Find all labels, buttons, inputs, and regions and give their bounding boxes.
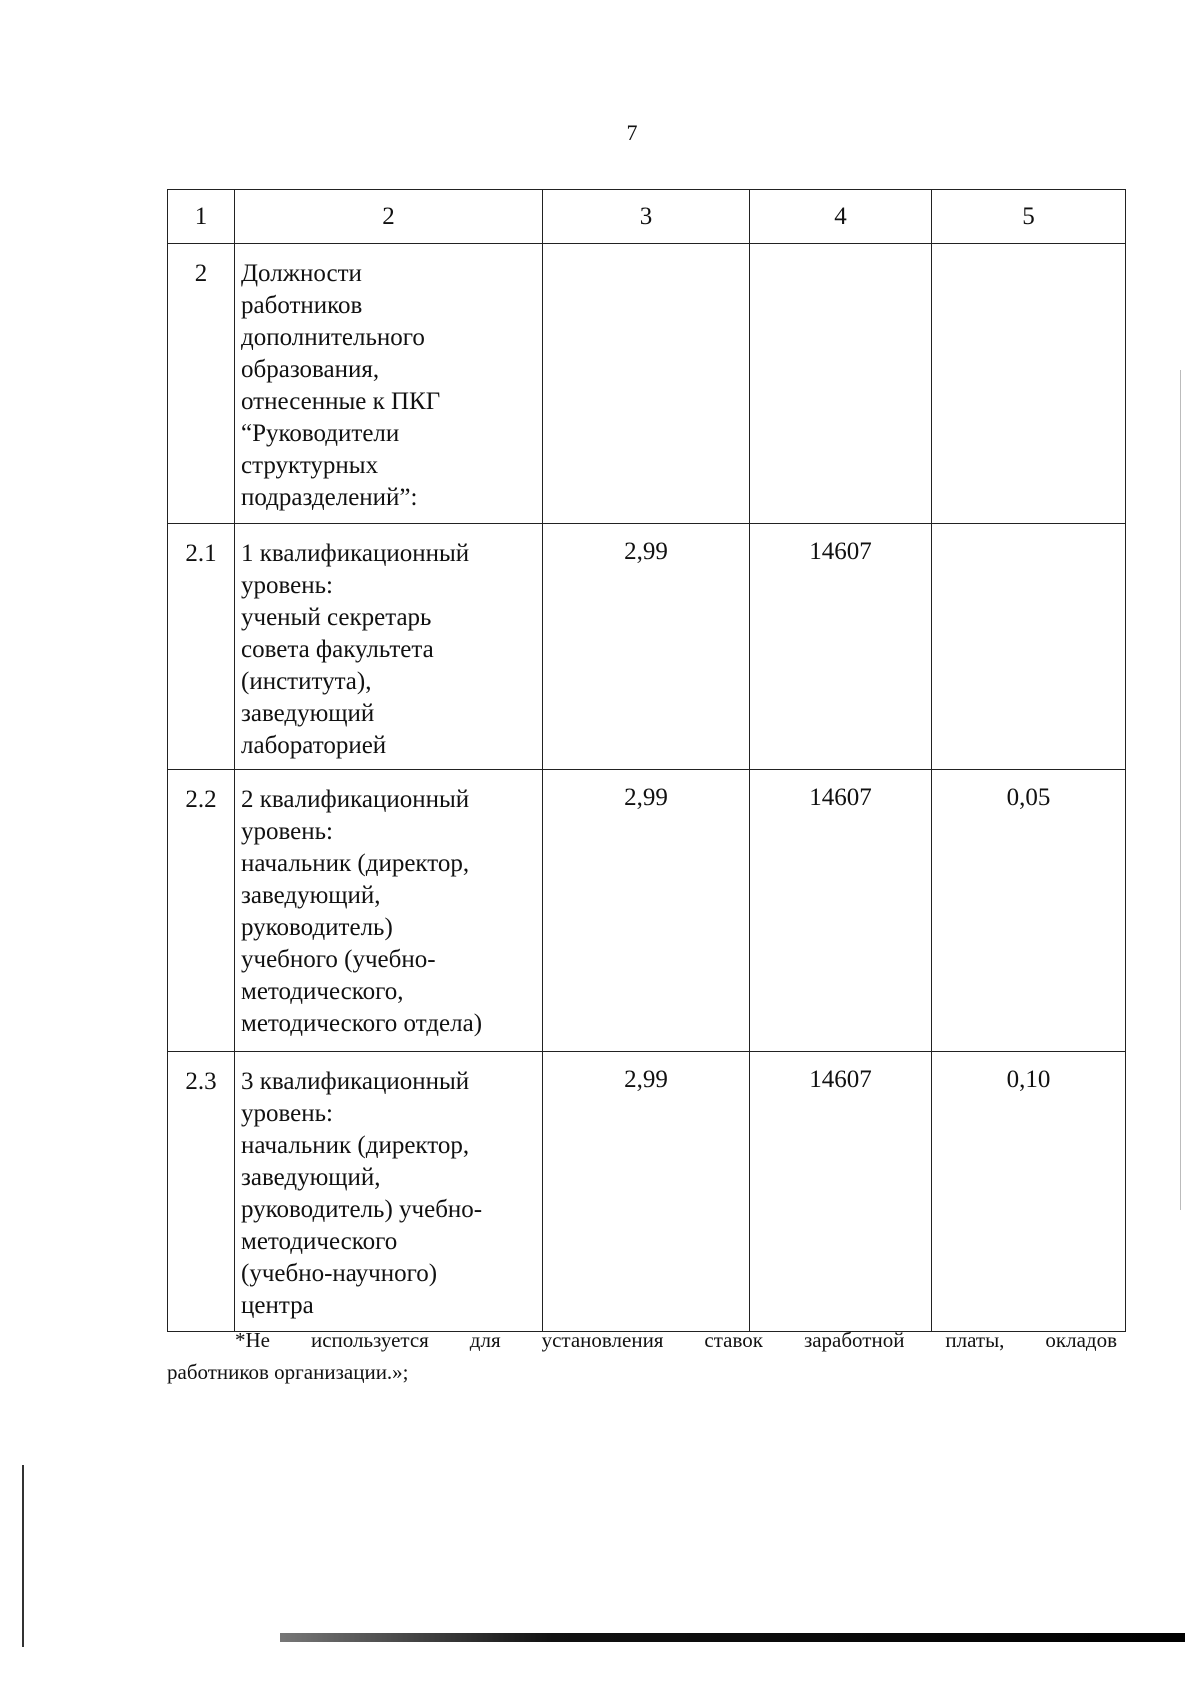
name-line: ученый секретарь [241,604,432,631]
row-number: 2.2 [168,770,235,1052]
header-cell-4: 4 [750,190,932,244]
footnote-word: заработной [803,1328,905,1352]
position-name [235,770,543,1052]
extra-coefficient-cell: 0,05 [932,770,1126,1052]
footnote-line-1 [167,1324,1117,1356]
left-margin-line [22,1465,24,1647]
name-line: 2 квалификационный [241,786,470,813]
name-line: дополнительного [241,324,425,351]
name-line: (учебно-научного) [241,1260,438,1287]
extra-coefficient-cell: 0,10 [932,1052,1126,1332]
row-number: 2.3 [168,1052,235,1332]
position-name [235,1052,543,1332]
coefficient-cell: 2,99 [543,1052,750,1332]
footnote-word: для [469,1328,501,1352]
footnote-word: окладов [1045,1328,1117,1352]
salary-cell: 14607 [750,524,932,770]
footnote-word: платы, [945,1328,1005,1352]
name-line: заведующий, [241,1164,381,1191]
position-name [235,244,543,524]
footnote-word: установления [541,1328,664,1352]
header-cell-2: 2 [235,190,543,244]
name-line: руководитель) [241,914,393,941]
name-line: отнесенные к ПКГ [241,388,441,415]
salary-cell [750,244,932,524]
name-line: начальник (директор, [241,850,470,877]
name-line: начальник (директор, [241,1132,470,1159]
name-line: подразделений”: [241,484,418,511]
name-line: методического отдела) [241,1010,483,1037]
footnote-word: используется [310,1328,429,1352]
name-line: учебного (учебно- [241,946,436,973]
row-number: 2.1 [168,524,235,770]
name-line: образования, [241,356,380,383]
name-line: заведующий [241,700,375,727]
footnote-word: *Не [235,1328,270,1352]
name-line: уровень: [241,572,333,599]
position-name [235,524,543,770]
name-line: (института), [241,668,372,695]
header-cell-1: 1 [168,190,235,244]
footnote-word: ставок [704,1328,763,1352]
salary-table [167,189,1126,1332]
table-row [168,524,1126,770]
name-line: центра [241,1292,314,1319]
name-line: работников [241,292,363,319]
name-line: совета факультета [241,636,434,663]
footnote-line-2: работников организации.»; [167,1360,409,1384]
footnote [167,1324,1117,1388]
header-cell-5: 5 [932,190,1126,244]
bottom-scan-bar [280,1633,1185,1642]
name-line: методического, [241,978,404,1005]
salary-cell: 14607 [750,1052,932,1332]
name-line: структурных [241,452,379,479]
name-line: “Руководители [241,420,400,447]
extra-coefficient-cell [932,244,1126,524]
row-number: 2 [168,244,235,524]
name-line: методического [241,1228,398,1255]
coefficient-cell: 2,99 [543,524,750,770]
table-header-row [168,190,1126,244]
extra-coefficient-cell [932,524,1126,770]
salary-cell: 14607 [750,770,932,1052]
name-line: заведующий, [241,882,381,909]
name-line: уровень: [241,818,333,845]
coefficient-cell [543,244,750,524]
coefficient-cell: 2,99 [543,770,750,1052]
table-row [168,770,1126,1052]
name-line: руководитель) учебно- [241,1196,483,1223]
name-line: 3 квалификационный [241,1068,470,1095]
right-scan-line [1180,370,1181,1210]
name-line: 1 квалификационный [241,540,470,567]
name-line: уровень: [241,1100,333,1127]
name-line: лабораторией [241,732,387,759]
page-number: 7 [626,120,638,145]
name-line: Должности [241,260,362,287]
table-row [168,244,1126,524]
header-cell-3: 3 [543,190,750,244]
table-row [168,1052,1126,1332]
